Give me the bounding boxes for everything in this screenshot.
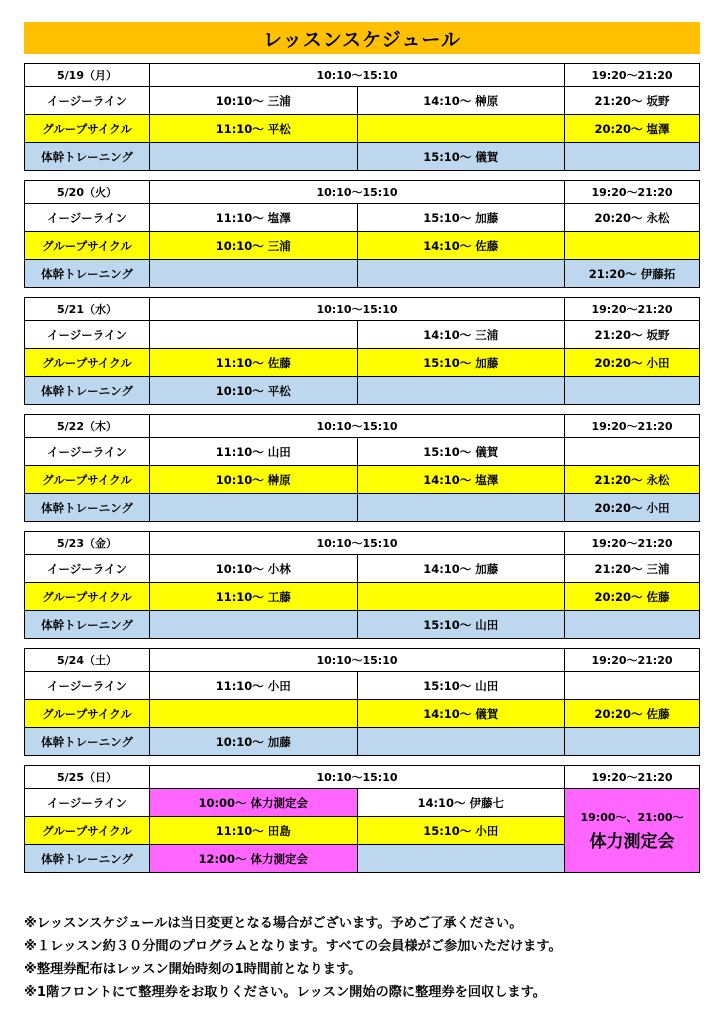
note-line: ※整理券配布はレッスン開始時刻の1時間前となります。 [24,962,362,977]
program-label: 体幹トレーニング [25,494,150,522]
lesson-slot: 11:10〜 平松 [150,115,358,143]
lesson-slot [565,377,700,405]
program-label: グループサイクル [25,700,150,728]
time-range-day: 10:10〜15:10 [150,415,565,438]
lesson-slot: 15:10〜 山田 [357,611,565,639]
lesson-slot: 11:10〜 佐藤 [150,349,358,377]
time-range-day: 10:10〜15:10 [150,181,565,204]
program-row [25,728,700,756]
day-date: 5/25（日） [25,766,150,789]
program-label: 体幹トレーニング [25,728,150,756]
event-times: 19:00〜、21:00〜 [580,811,684,824]
lesson-slot: 15:10〜 山田 [357,672,565,700]
lesson-slot: 15:10〜 小田 [357,817,565,845]
day-header-row [25,649,700,672]
lesson-slot: 20:20〜 佐藤 [565,700,700,728]
lesson-slot: 20:20〜 佐藤 [565,583,700,611]
program-label: 体幹トレーニング [25,260,150,288]
lesson-slot: 21:20〜 三浦 [565,555,700,583]
lesson-slot: 14:10〜 佐藤 [357,232,565,260]
lesson-slot: 10:00〜 体力測定会 [150,789,358,817]
lesson-slot: 21:20〜 坂野 [565,87,700,115]
program-row [25,232,700,260]
day-schedule-table [24,648,700,756]
day-schedule-table [24,297,700,405]
day-header-row [25,415,700,438]
lesson-slot: 10:10〜 三浦 [150,232,358,260]
time-range-day: 10:10〜15:10 [150,298,565,321]
lesson-slot: 10:10〜 小林 [150,555,358,583]
day-header-row [25,298,700,321]
time-range-evening: 19:20〜21:20 [565,64,700,87]
note-line: ※レッスンスケジュールは当日変更となる場合がございます。予めご了承ください。 [24,916,523,931]
notes [24,912,700,1004]
schedule-title: レッスンスケジュール [24,22,700,54]
time-range-evening: 19:20〜21:20 [565,532,700,555]
lesson-slot [565,232,700,260]
program-label: グループサイクル [25,232,150,260]
program-label: 体幹トレーニング [25,143,150,171]
program-row [25,143,700,171]
time-range-day: 10:10〜15:10 [150,766,565,789]
lesson-slot: 11:10〜 小田 [150,672,358,700]
lesson-slot [357,377,565,405]
time-range-day: 10:10〜15:10 [150,532,565,555]
lesson-slot: 21:20〜 坂野 [565,321,700,349]
program-row [25,438,700,466]
lesson-slot: 15:10〜 儀賀 [357,438,565,466]
program-label: イージーライン [25,789,150,817]
day-schedule-table [24,531,700,639]
day-schedule-table [24,180,700,288]
day-date: 5/20（火） [25,181,150,204]
program-label: イージーライン [25,438,150,466]
day-schedule-table [24,414,700,522]
program-row [25,555,700,583]
program-row [25,260,700,288]
lesson-slot [150,611,358,639]
lesson-slot: 10:10〜 榊原 [150,466,358,494]
lesson-slot: 10:10〜 加藤 [150,728,358,756]
day-header-row [25,532,700,555]
lesson-slot [150,700,358,728]
program-row [25,672,700,700]
day-schedule-table [24,63,700,171]
lesson-slot: 20:20〜 小田 [565,349,700,377]
program-label: 体幹トレーニング [25,611,150,639]
lesson-slot: 21:20〜 伊藤拓 [565,260,700,288]
lesson-slot: 11:10〜 工藤 [150,583,358,611]
time-range-day: 10:10〜15:10 [150,64,565,87]
day-date: 5/22（木） [25,415,150,438]
program-row [25,789,700,817]
day-header-row [25,64,700,87]
program-row [25,494,700,522]
program-label: 体幹トレーニング [25,377,150,405]
time-range-evening: 19:20〜21:20 [565,766,700,789]
lesson-slot [565,438,700,466]
day-header-row [25,181,700,204]
lesson-slot [150,143,358,171]
lesson-slot [357,728,565,756]
program-row [25,377,700,405]
lesson-slot: 14:10〜 三浦 [357,321,565,349]
lesson-slot: 15:10〜 加藤 [357,204,565,232]
lesson-slot [150,321,358,349]
time-range-evening: 19:20〜21:20 [565,415,700,438]
lesson-slot: 11:10〜 塩澤 [150,204,358,232]
program-row [25,321,700,349]
lesson-slot [357,583,565,611]
lesson-slot: 12:00〜 体力測定会 [150,845,358,873]
lesson-slot: 14:10〜 加藤 [357,555,565,583]
lesson-slot [357,494,565,522]
day-date: 5/21（水） [25,298,150,321]
lesson-slot: 11:10〜 山田 [150,438,358,466]
lesson-slot: 11:10〜 田島 [150,817,358,845]
program-row [25,87,700,115]
lesson-slot [565,611,700,639]
time-range-evening: 19:20〜21:20 [565,649,700,672]
program-label: 体幹トレーニング [25,845,150,873]
time-range-day: 10:10〜15:10 [150,649,565,672]
lesson-slot [357,260,565,288]
lesson-slot: 21:20〜 永松 [565,466,700,494]
time-range-evening: 19:20〜21:20 [565,298,700,321]
day-date: 5/24（土） [25,649,150,672]
event-name: 体力測定会 [589,832,675,852]
day-schedule-table [24,765,700,873]
time-range-evening: 19:20〜21:20 [565,181,700,204]
lesson-slot: 10:10〜 平松 [150,377,358,405]
program-label: イージーライン [25,87,150,115]
program-row [25,466,700,494]
program-label: グループサイクル [25,466,150,494]
lesson-slot [565,728,700,756]
lesson-slot: 14:10〜 儀賀 [357,700,565,728]
note-line: ※１レッスン約３０分間のプログラムとなります。すべての会員様がご参加いただけます。 [24,939,562,954]
lesson-slot [357,115,565,143]
day-header-row [25,766,700,789]
lesson-slot: 14:10〜 塩澤 [357,466,565,494]
program-label: イージーライン [25,672,150,700]
program-row [25,611,700,639]
program-label: イージーライン [25,321,150,349]
lesson-slot: 10:10〜 三浦 [150,87,358,115]
lesson-slot: 14:10〜 伊藤七 [357,789,565,817]
note-line: ※1階フロントにて整理券をお取りください。レッスン開始の際に整理券を回収します。 [24,985,546,1000]
lesson-slot: 15:10〜 加藤 [357,349,565,377]
lesson-slot: 15:10〜 儀賀 [357,143,565,171]
lesson-slot: 20:20〜 塩澤 [565,115,700,143]
fitness-test-event [565,789,700,873]
program-label: イージーライン [25,555,150,583]
day-date: 5/19（月） [25,64,150,87]
lesson-slot: 20:20〜 永松 [565,204,700,232]
program-row [25,115,700,143]
lesson-slot [150,494,358,522]
program-label: グループサイクル [25,349,150,377]
lesson-slot: 14:10〜 榊原 [357,87,565,115]
lesson-slot: 20:20〜 小田 [565,494,700,522]
program-label: グループサイクル [25,115,150,143]
program-label: グループサイクル [25,583,150,611]
day-date: 5/23（金） [25,532,150,555]
program-row [25,204,700,232]
program-row [25,700,700,728]
lesson-slot [150,260,358,288]
program-row [25,349,700,377]
lesson-slot [357,845,565,873]
program-row [25,583,700,611]
program-label: グループサイクル [25,817,150,845]
program-label: イージーライン [25,204,150,232]
lesson-slot [565,143,700,171]
lesson-slot [565,672,700,700]
schedule-blocks [24,63,700,882]
